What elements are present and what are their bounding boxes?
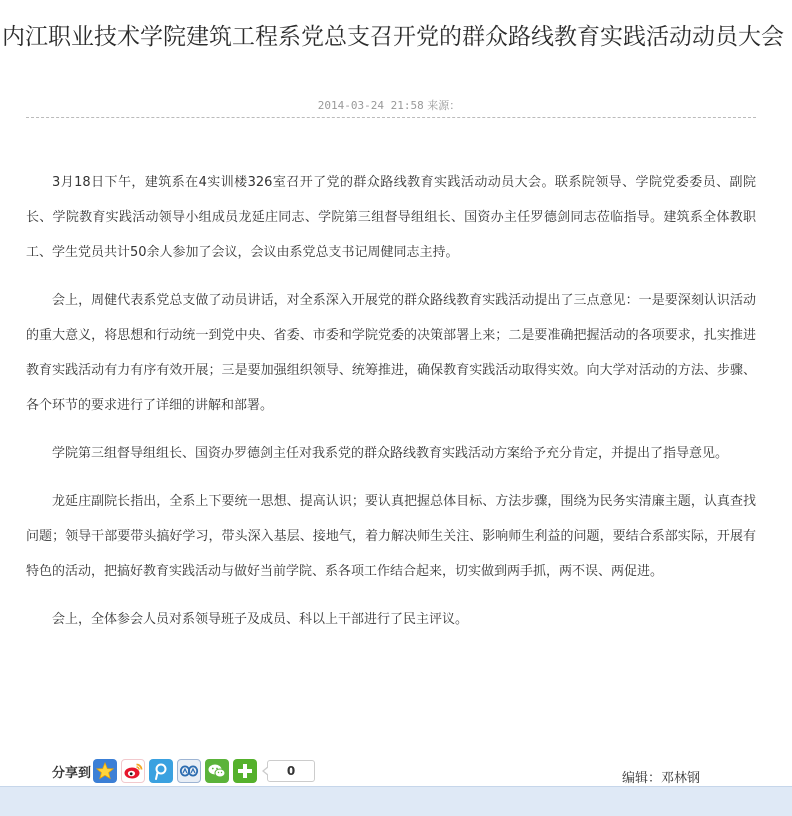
bottom-bar xyxy=(0,786,792,816)
renren-icon[interactable] xyxy=(177,759,201,783)
share-label: 分享到 xyxy=(52,765,92,781)
share-bar xyxy=(52,758,315,784)
qzone-icon[interactable] xyxy=(93,759,117,783)
article-paragraph: 3月18日下午，建筑系在4实训楼326室召开了党的群众路线教育实践活动动员大会。联系院领导、学院党委委员、副院长、学院教育实践活动领导小组成员龙延庄同志、学院第三组督导组组长、国资办主任罗德剑同志莅临指导。建筑系全体教职工、学生党员共计50余人参加了会议，会议由系党总支书记周健同志主持。 xyxy=(26,175,756,260)
article-paragraph: 会上，全体参会人员对系领导班子及成员、科以上干部进行了民主评议。 xyxy=(52,612,469,627)
share-count: 0 xyxy=(267,760,315,782)
article-title: 内江职业技术学院建筑工程系党总支召开党的群众路线教育实践活动动员大会 xyxy=(2,24,784,50)
article-meta xyxy=(0,97,778,113)
title-divider xyxy=(26,117,756,118)
more-plus-icon[interactable] xyxy=(233,759,257,783)
publish-date: 2014-03-24 21:58 xyxy=(317,99,424,112)
source-label: 来源： xyxy=(427,99,461,112)
article-paragraph: 学院第三组督导组组长、国资办罗德剑主任对我系党的群众路线教育实践活动方案给予充分肯定，并提出了指导意见。 xyxy=(52,446,729,461)
wechat-icon[interactable] xyxy=(205,759,229,783)
article-paragraph: 会上，周健代表系党总支做了动员讲话，对全系深入开展党的群众路线教育实践活动提出了三点意见：一是要深刻认识活动的重大意义，将思想和行动统一到党中央、省委、市委和学院党委的决策部署上来；二是要准确把握活动的各项要求，扎实推进教育实践活动有力有序有效开展；三是要加强组织领导、统筹推进，确保教育实践活动取得实效。向大学对活动的方法、步骤、各个环节的要求进行了详细的讲解和部署。 xyxy=(26,293,756,413)
tencent-weibo-icon[interactable] xyxy=(149,759,173,783)
weibo-icon[interactable] xyxy=(121,759,145,783)
article-body xyxy=(26,165,756,650)
editor-credit: 编辑：邓林钢 xyxy=(622,771,701,786)
article-paragraph: 龙延庄副院长指出，全系上下要统一思想、提高认识；要认真把握总体目标、方法步骤，围绕为民务实清廉主题，认真查找问题；领导干部要带头搞好学习，带头深入基层、接地气，着力解决师生关注、影响师生利益的问题，要结合系部实际，开展有特色的活动，把搞好教育实践活动与做好当前学院、系各项工作结合起来，切实做到两手抓，两不误、两促进。 xyxy=(26,494,756,579)
